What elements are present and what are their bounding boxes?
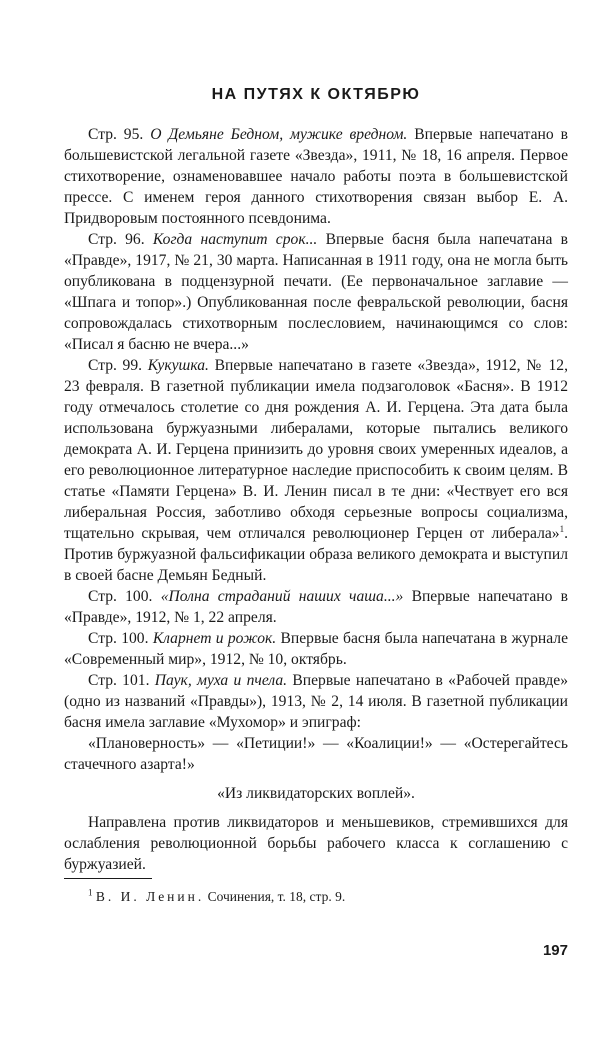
page-reference: Стр. 96.	[88, 231, 145, 248]
page-reference: Стр. 95.	[88, 126, 144, 143]
note-text: Впервые басня была напечатана в «Правде», 1917, № 21, 30 марта. Написанная в 1911 году, она не могла быть опубликована в подцензурной печати. (Ее первоначальное заглавие — «Шпага и топор».) Опубликованная после февральской революции, басня сопровождалась стихотворным послесловием, начинающимся со слов: «Писал я басню не вчера...»	[64, 231, 569, 353]
note-text: Впервые напечатано в большевистской легальной газете «Звезда», 1911, № 18, 16 апреля. Первое стихотворение, ознаменовавшее начало работы поэта в большевистской прессе. С именем героя данного стихотворения связан выбор Е. А. Придворовым постоянного псевдонима.	[64, 126, 568, 227]
work-title: «Полна страданий наших чаша...»	[160, 588, 404, 605]
work-title: Паук, муха и пчела.	[154, 672, 288, 689]
note-text: Впервые напечатано в «Правде», 1912, № 1, 22 апреля.	[64, 588, 568, 626]
note-paragraph-7: Направлена против ликвидаторов и меньшевиков, стремившихся для ослабления революционной борьбы рабочего класса к соглашению с буржуазией.	[64, 814, 568, 873]
note-paragraph-1	[64, 124, 568, 229]
note-text: Впервые басня была напечатана в журнале «Современный мир», 1912, № 10, октябрь.	[64, 630, 568, 668]
footnote-number: 1	[88, 887, 93, 898]
commentary-body	[64, 124, 568, 875]
note-paragraph-3	[64, 355, 568, 586]
section-title: НА ПУТЯХ К ОКТЯБРЮ	[211, 86, 421, 103]
work-title: Когда наступит срок...	[152, 231, 318, 248]
footnote-author: В. И. Ленин.	[95, 889, 205, 904]
note-text: Впервые напечатано в газете «Звезда», 1912, № 12, 23 февраля. В газетной публикации имела подзаголовок «Басня». В 1912 году отмечалось столетие со дня рождения А. И. Герцена. Эта дата была использована буржуазными либералами, которые пытались великого демократа А. И. Герцена принизить до уровня своих умеренных идеалов, а его революционное литературное наследие приспособить к своим целям. В статье «Памяти Герцена» В. И. Ленин писал в те дни: «Чествует его вся либеральная Россия, заботливо обходя серьезные вопросы социализма, тщательно скрывая, чем отличался революционер Герцен от либерала»	[64, 357, 568, 542]
footnote	[88, 888, 568, 906]
epigraph-source: «Из ликвидаторских воплей».	[217, 785, 415, 802]
note-paragraph-4	[64, 586, 568, 628]
footnote-divider	[64, 878, 152, 879]
work-title: О Демьяне Бедном, мужике вредном.	[150, 126, 408, 143]
book-page	[64, 0, 568, 1052]
note-paragraph-6	[64, 670, 568, 733]
page-reference: Стр. 101.	[88, 672, 150, 689]
footnote-marker: 1	[559, 523, 565, 534]
work-title: Кукушка.	[147, 357, 209, 374]
page-number: 197	[542, 942, 568, 959]
page-reference: Стр. 99.	[88, 357, 143, 374]
note-text-continued: . Против буржуазной фальсификации образа великого демократа и выступил в своей басне Демьян Бедный.	[64, 525, 568, 584]
note-text: Впервые напечатано в «Рабочей правде» (одно из названий «Правды»), 1913, № 2, 14 июля. В газетной публикации басня имела заглавие «Мухомор» и эпиграф:	[64, 672, 568, 731]
note-paragraph-2	[64, 229, 568, 355]
work-title: Кларнет и рожок.	[152, 630, 277, 647]
page-reference: Стр. 100.	[88, 630, 149, 647]
note-paragraph-5	[64, 628, 568, 670]
epigraph-quote: «Плановерность» — «Петиции!» — «Коалиции!» — «Остерегайтесь стачечного азарта!»	[64, 735, 568, 773]
footnote-text: Сочинения, т. 18, стр. 9.	[207, 889, 346, 904]
page-reference: Стр. 100.	[88, 588, 153, 605]
